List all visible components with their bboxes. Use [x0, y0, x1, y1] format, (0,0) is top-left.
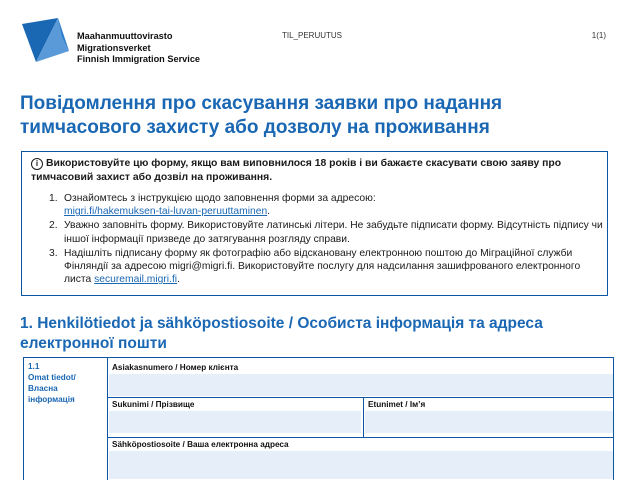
surname-field[interactable] [109, 411, 361, 433]
email-field[interactable] [109, 451, 613, 479]
first-names-label: Etunimet / Ім’я [368, 400, 426, 409]
instruction-step: 2. Уважно заповніть форму. Використовуйте латинські літери. Не забудьте підписати форму. Відсутність підпису чи іншої інформації призведе до затягування розгляду справи. [49, 220, 603, 245]
info-box [21, 151, 608, 296]
section-title: 1. Henkilötiedot ja sähköpostiosoite / Особиста інформація та адреса електронної пошти [20, 315, 543, 352]
securemail-link[interactable]: securemail.migri.fi [94, 274, 178, 286]
column-divider [363, 397, 364, 438]
instructions-link[interactable]: migri.fi/hakemuksen-tai-luvan-peruuttaminen [64, 206, 268, 218]
document-code: TIL_PERUUTUS [282, 31, 343, 40]
personal-info-form [23, 357, 614, 480]
email-label: Sähköpostiosoite / Ваша електронна адреса [112, 440, 289, 449]
page-number: 1(1) [591, 31, 606, 40]
first-names-field[interactable] [365, 411, 613, 433]
info-lead: i Використовуйте цю форму, якщо вам виповнилося 18 років і ви бажаєте скасувати свою заяву про тимчасовий захист або дозвіл на проживання. [31, 158, 562, 183]
column-divider [107, 358, 108, 480]
section-label: 1.1 Omat tiedot/ Власна інформація [28, 362, 76, 404]
instruction-step: 1. Ознайомтесь з інструкцією щодо заповнення форми за адресою: migri.fi/hakemuksen-tai-luvan-peruuttaminen. [49, 193, 376, 218]
instruction-list [22, 192, 607, 287]
row-divider [108, 437, 613, 438]
info-icon: i [31, 158, 43, 170]
page-title: Повідомлення про скасування заявки про надання тимчасового захисту або дозволу на проживання [20, 93, 503, 138]
client-number-field[interactable] [109, 374, 613, 396]
client-number-label: Asiakasnumero / Номер клієнта [112, 363, 239, 372]
row-divider [108, 397, 613, 398]
surname-label: Sukunimi / Прізвище [112, 400, 195, 409]
migri-logo [20, 17, 70, 63]
instruction-step: 3. Надішліть підписану форму як фотографію або відскановану електронною поштою до Міграційної служби Фінляндії за адресою migri@migri.fi. Використовуйте послугу для надсилання зашифрованого електронного листа securemail.migri.fi. [49, 247, 581, 286]
organization-name: Maahanmuuttovirasto Migrationsverket Finnish Immigration Service [77, 31, 201, 64]
